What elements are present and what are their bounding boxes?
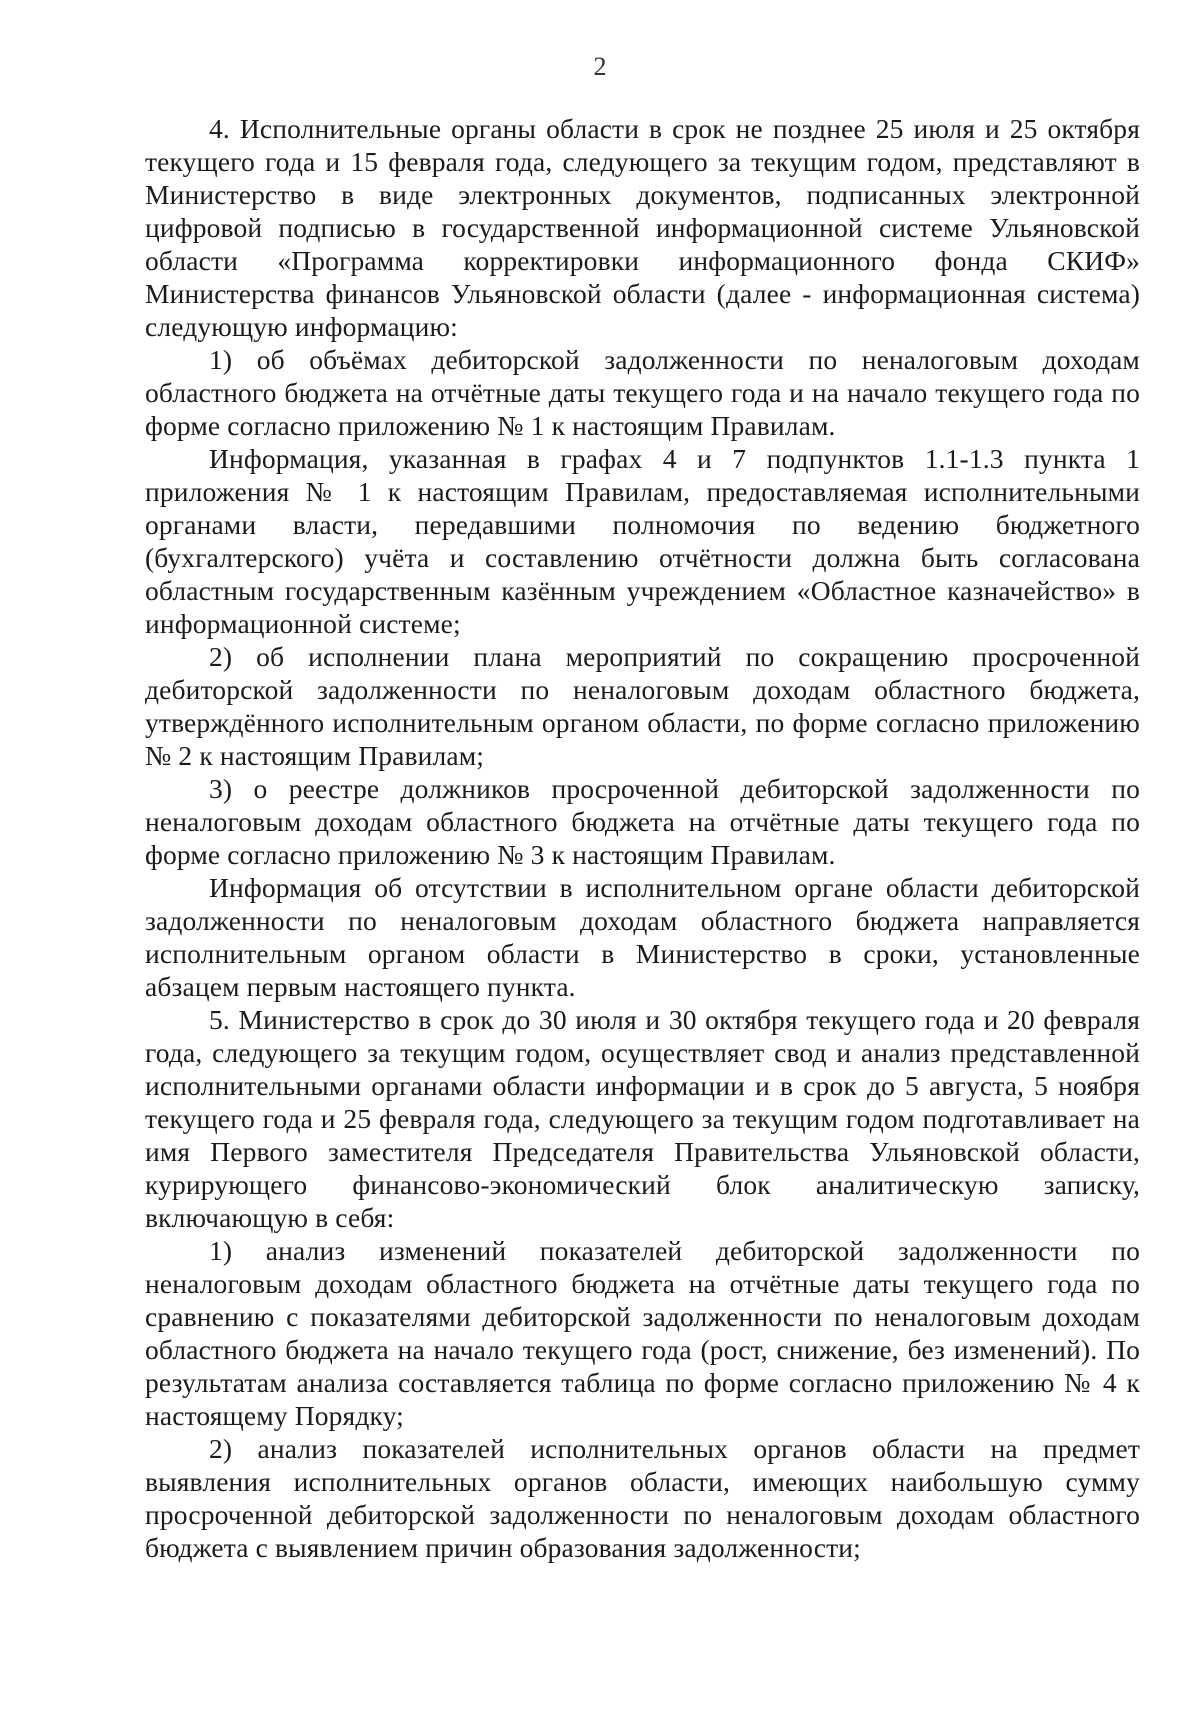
page-number: 2 — [593, 52, 607, 81]
paragraph-subitem-5-1: 1) анализ изменений показателей дебиторской задолженности по неналоговым доходам областного бюджета на отчётные даты текущего года по сравнению с показателями дебиторской задолженности по неналоговым доходам областного бюджета на начало текущего года (рост, снижение, без изменений). По результатам анализа составляется таблица по форме согласно приложению № 4 к настоящему Порядку; — [145, 1235, 1140, 1431]
document-body — [145, 112, 1140, 1564]
paragraph-subitem-5-2: 2) анализ показателей исполнительных органов области на предмет выявления исполнительных органов области, имеющих наибольшую сумму просроченной дебиторской задолженности по неналоговым доходам областного бюджета с выявлением причин образования задолженности; — [145, 1433, 1140, 1563]
paragraph-item-5: 5. Министерство в срок до 30 июля и 30 октября текущего года и 20 февраля года, следующего за текущим годом, осуществляет свод и анализ представленной исполнительными органами области информации и в срок до 5 августа, 5 ноября текущего года и 25 февраля года, следующего за текущим годом подготавливает на имя Первого заместителя Председателя Правительства Ульяновской области, курирующего финансово-экономический блок аналитическую записку, включающую в себя: — [145, 1004, 1140, 1233]
paragraph-subitem-4-1: 1) об объёмах дебиторской задолженности по неналоговым доходам областного бюджета на отчётные даты текущего года и на начало текущего года по форме согласно приложению № 1 к настоящим Правилам. — [145, 344, 1140, 441]
paragraph-absence-info: Информация об отсутствии в исполнительном органе области дебиторской задолженности по неналоговым доходам областного бюджета направляется исполнительным органом области в Министерство в сроки, установленные абзацем первым настоящего пункта. — [145, 872, 1140, 1002]
paragraph-item-4: 4. Исполнительные органы области в срок не позднее 25 июля и 25 октября текущего года и 15 февраля года, следующего за текущим годом, представляют в Министерство в виде электронных документов, подписанных электронной цифровой подписью в государственной информационной системе Ульяновской области «Программа корректировки информационного фонда СКИФ» Министерства финансов Ульяновской области (далее - информационная система) следующую информацию: — [145, 113, 1140, 342]
paragraph-subitem-4-1-note: Информация, указанная в графах 4 и 7 подпунктов 1.1-1.3 пункта 1 приложения № 1 к настоящим Правилам, предоставляемая исполнительными органами власти, передавшими полномочия по ведению бюджетного (бухгалтерского) учёта и составлению отчётности должна быть согласована областным государственным казённым учреждением «Областное казначейство» в информационной системе; — [145, 443, 1140, 639]
paragraph-subitem-4-3: 3) о реестре должников просроченной дебиторской задолженности по неналоговым доходам областного бюджета на отчётные даты текущего года по форме согласно приложению № 3 к настоящим Правилам. — [145, 773, 1140, 870]
paragraph-subitem-4-2: 2) об исполнении плана мероприятий по сокращению просроченной дебиторской задолженности по неналоговым доходам областного бюджета, утверждённого исполнительным органом области, по форме согласно приложению № 2 к настоящим Правилам; — [145, 641, 1140, 771]
